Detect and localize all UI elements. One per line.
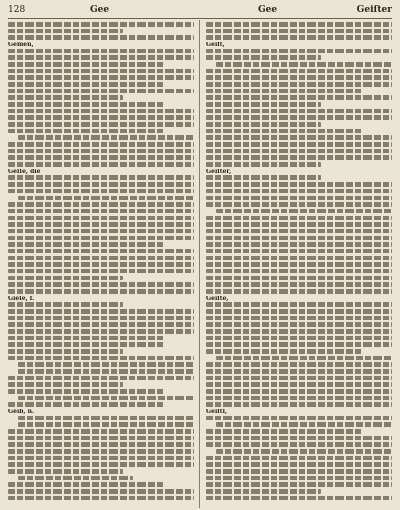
text-line [8, 62, 164, 67]
text-line [8, 142, 194, 147]
entry-headword: Geib, n. [8, 409, 35, 416]
text-line [206, 222, 392, 227]
text-line [8, 489, 194, 494]
text-line [8, 262, 194, 267]
text-line [18, 476, 133, 481]
text-line [8, 55, 194, 60]
text-line [216, 209, 392, 214]
text-line [206, 496, 392, 501]
text-line [206, 476, 392, 481]
text-line [206, 389, 392, 394]
text-line [8, 449, 194, 454]
text-line [8, 289, 194, 294]
text-line [8, 89, 194, 94]
text-line [18, 135, 194, 140]
text-line [8, 462, 194, 467]
text-line [206, 249, 392, 254]
text-line [8, 309, 194, 314]
left-running-head: Gee [90, 5, 110, 15]
text-line [8, 242, 164, 247]
header-rule [8, 18, 392, 19]
text-line [206, 216, 392, 221]
center-running-head: Gee [258, 5, 278, 15]
text-line [8, 22, 194, 27]
text-line [8, 202, 194, 207]
text-line [206, 35, 392, 40]
text-line [8, 115, 194, 120]
text-line [206, 242, 392, 247]
entry-headword: Geiſte, [206, 295, 229, 302]
text-line [8, 75, 194, 80]
entry-headword: Geiſter, [206, 168, 232, 175]
text-line [8, 35, 194, 40]
text-line [206, 349, 362, 354]
text-line [8, 456, 194, 461]
text-line [8, 149, 194, 154]
text-line [206, 109, 392, 114]
text-line [206, 482, 392, 487]
text-line [206, 89, 362, 94]
entry-headword: Gieſe, f. [8, 295, 35, 302]
text-line [206, 342, 392, 347]
text-line [8, 402, 164, 407]
entry-headword: Geiſtl, [206, 409, 227, 416]
text-line [8, 162, 194, 167]
text-line [8, 382, 123, 387]
text-line [206, 135, 392, 140]
text-line [8, 302, 123, 307]
text-line [206, 69, 392, 74]
text-line [8, 436, 194, 441]
text-line [206, 102, 321, 107]
text-line [206, 29, 392, 34]
text-line [206, 302, 392, 307]
text-line [8, 216, 194, 221]
text-line [206, 229, 392, 234]
text-line [8, 342, 164, 347]
text-line [18, 369, 194, 374]
text-line [206, 142, 392, 147]
text-line [206, 129, 362, 134]
right-column [206, 22, 392, 506]
text-line [206, 95, 392, 100]
text-line [206, 376, 392, 381]
text-line [8, 222, 194, 227]
text-line [18, 196, 194, 201]
text-line [206, 269, 392, 274]
text-line [8, 322, 194, 327]
entry-headword: Geiſt, [206, 42, 225, 49]
text-line [8, 429, 194, 434]
text-line [8, 229, 194, 234]
page-number: 128 [8, 5, 26, 15]
text-line [8, 122, 194, 127]
text-line [216, 449, 392, 454]
column-divider [199, 20, 200, 508]
text-line [206, 469, 392, 474]
text-line [206, 436, 392, 441]
text-line [206, 336, 392, 341]
text-line [206, 155, 392, 160]
text-line [206, 276, 392, 281]
text-line [8, 316, 194, 321]
text-line [8, 155, 194, 160]
text-line [206, 202, 392, 207]
text-line [206, 149, 392, 154]
text-line [8, 95, 123, 100]
text-line [206, 396, 392, 401]
text-line [8, 249, 194, 254]
text-line [8, 129, 164, 134]
text-line [206, 322, 392, 327]
text-line [8, 109, 194, 114]
text-line [206, 382, 392, 387]
text-line [8, 49, 194, 54]
text-line [206, 196, 392, 201]
text-line [216, 422, 392, 427]
text-line [206, 462, 392, 467]
text-line [206, 162, 321, 167]
text-line [206, 236, 392, 241]
text-line [216, 356, 392, 361]
right-running-head: Geiſter [356, 5, 392, 15]
text-line [18, 396, 194, 401]
text-line [8, 482, 164, 487]
text-line [206, 442, 392, 447]
text-line [8, 442, 194, 447]
text-line [8, 376, 194, 381]
text-line [18, 416, 194, 421]
text-line [8, 389, 164, 394]
text-line [206, 402, 392, 407]
text-line [8, 102, 164, 107]
text-line [206, 189, 392, 194]
text-line [8, 69, 194, 74]
text-line [206, 369, 392, 374]
text-line [206, 456, 392, 461]
text-line [206, 309, 392, 314]
text-line [206, 362, 392, 367]
text-line [206, 489, 321, 494]
text-line [206, 122, 321, 127]
text-line [206, 316, 392, 321]
text-line [8, 82, 164, 87]
text-line [206, 289, 392, 294]
text-line [206, 115, 392, 120]
text-line [8, 329, 194, 334]
entry-headword: Geſſe, die [8, 168, 41, 175]
text-line [206, 329, 392, 334]
text-line [206, 262, 392, 267]
text-line [206, 416, 392, 421]
text-line [206, 55, 321, 60]
text-line [8, 189, 194, 194]
text-line [8, 29, 123, 34]
text-line [206, 256, 392, 261]
text-line [8, 236, 194, 241]
text-line [8, 356, 194, 361]
text-line [8, 175, 194, 180]
page-header [8, 4, 392, 18]
text-line [8, 256, 194, 261]
entry-headword: Gemen, [8, 42, 34, 49]
text-line [8, 349, 123, 354]
text-line [206, 49, 392, 54]
text-line [206, 75, 392, 80]
text-line [216, 62, 392, 67]
text-line [8, 276, 123, 281]
text-line [206, 182, 392, 187]
text-line [8, 209, 194, 214]
text-line [18, 362, 194, 367]
text-line [8, 182, 194, 187]
text-line [8, 496, 194, 501]
text-line [8, 469, 123, 474]
left-column [8, 22, 194, 506]
text-line [8, 336, 164, 341]
text-line [206, 429, 362, 434]
text-line [206, 22, 392, 27]
text-line [18, 422, 194, 427]
text-line [8, 269, 194, 274]
text-line [206, 282, 392, 287]
text-line [8, 282, 194, 287]
text-line [206, 82, 392, 87]
text-line [206, 175, 321, 180]
